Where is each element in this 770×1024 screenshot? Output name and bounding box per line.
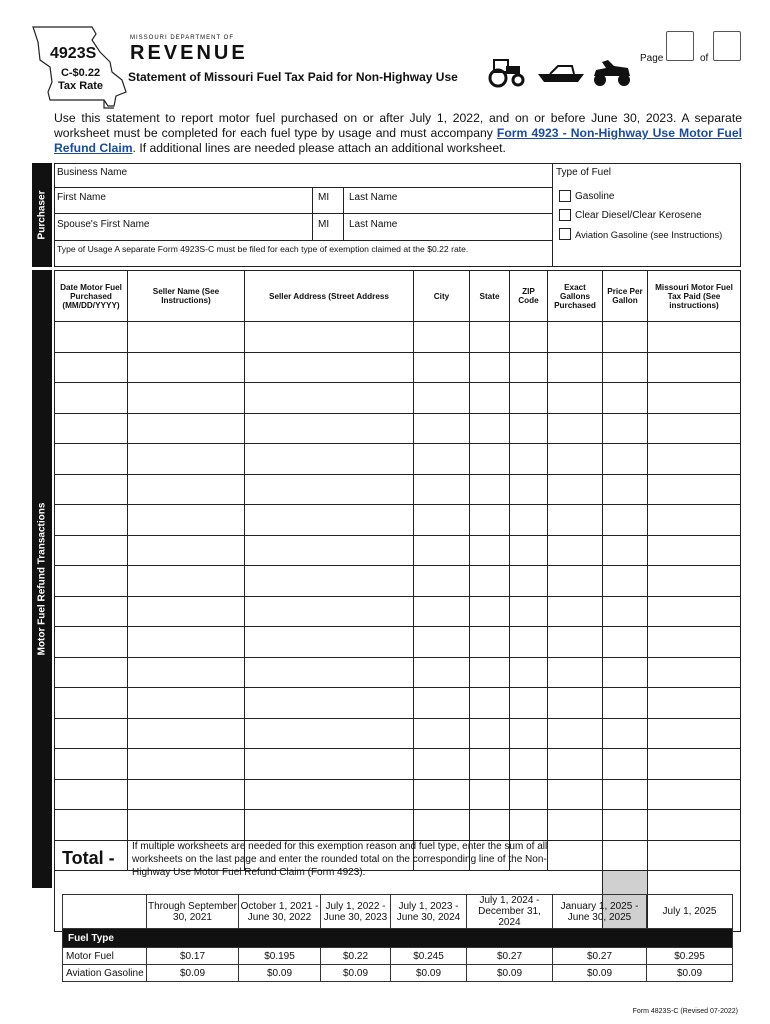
entry-cell[interactable] bbox=[603, 657, 648, 688]
rate-cell: $0.27 bbox=[553, 948, 647, 965]
rate-cell: $0.09 bbox=[647, 965, 733, 982]
rate-row-label: Aviation Gasoline bbox=[63, 965, 147, 982]
entry-cell[interactable] bbox=[55, 596, 128, 627]
entry-cell[interactable] bbox=[648, 627, 741, 658]
entry-cell[interactable] bbox=[128, 779, 245, 810]
entry-cell[interactable] bbox=[245, 779, 414, 810]
entry-cell[interactable] bbox=[414, 383, 470, 414]
entry-cell[interactable] bbox=[55, 413, 128, 444]
entry-cell[interactable] bbox=[548, 596, 603, 627]
entry-cell[interactable] bbox=[510, 383, 548, 414]
entry-cell[interactable] bbox=[414, 535, 470, 566]
intro-text-end: . If additional lines are needed please attach an additional worksheet. bbox=[132, 141, 506, 155]
entry-cell[interactable] bbox=[414, 627, 470, 658]
table-row bbox=[55, 749, 741, 780]
table-row bbox=[55, 688, 741, 719]
rate-line1: C-$0.22 bbox=[60, 67, 101, 79]
entry-cell[interactable] bbox=[414, 810, 470, 841]
entry-cell[interactable] bbox=[548, 749, 603, 780]
entry-cell[interactable] bbox=[414, 779, 470, 810]
entry-cell[interactable] bbox=[510, 413, 548, 444]
entry-cell[interactable] bbox=[128, 566, 245, 597]
entry-cell[interactable] bbox=[603, 352, 648, 383]
entry-cell[interactable] bbox=[55, 322, 128, 353]
table-row bbox=[55, 657, 741, 688]
entry-cell[interactable] bbox=[510, 566, 548, 597]
gasoline-label: Gasoline bbox=[575, 191, 615, 202]
aviation-gasoline-label: Aviation Gasoline (see Instructions) bbox=[575, 229, 723, 240]
gasoline-checkbox[interactable] bbox=[559, 190, 571, 202]
type-of-fuel-label: Type of Fuel bbox=[556, 167, 612, 178]
table-row bbox=[55, 810, 741, 841]
aviation-gasoline-checkbox[interactable] bbox=[559, 228, 571, 240]
spouse-last-name-label: Last Name bbox=[349, 219, 398, 230]
entry-cell[interactable] bbox=[245, 566, 414, 597]
entry-cell[interactable] bbox=[510, 596, 548, 627]
last-name-label: Last Name bbox=[349, 192, 398, 203]
rate-cell: $0.22 bbox=[321, 948, 391, 965]
period-4: July 1, 2023 - June 30, 2024 bbox=[391, 895, 467, 929]
entry-cell[interactable] bbox=[603, 505, 648, 536]
rate-row-aviation-gasoline bbox=[63, 965, 733, 982]
total-label: Total - bbox=[62, 848, 115, 868]
fuel-type-label: Fuel Type bbox=[63, 929, 733, 948]
entry-cell[interactable] bbox=[128, 810, 245, 841]
entry-cell[interactable] bbox=[414, 596, 470, 627]
entry-cell[interactable] bbox=[603, 535, 648, 566]
spouse-first-name-label: Spouse's First Name bbox=[57, 219, 150, 230]
table-row bbox=[55, 383, 741, 414]
entry-cell[interactable] bbox=[548, 383, 603, 414]
entry-cell[interactable] bbox=[548, 688, 603, 719]
entry-cell[interactable] bbox=[510, 352, 548, 383]
entry-cell[interactable] bbox=[603, 566, 648, 597]
entry-cell[interactable] bbox=[470, 688, 510, 719]
total-instructions: If multiple worksheets are needed for this exemption reason and fuel type, enter the sum of all worksheets on the last page and enter the rounded total on the corresponding line of the Non-Highway Use Motor Fuel Refund Claim (Form 4923). bbox=[132, 841, 548, 878]
entry-cell[interactable] bbox=[548, 413, 603, 444]
table-row bbox=[55, 535, 741, 566]
entry-cell[interactable] bbox=[648, 810, 741, 841]
entry-cell[interactable] bbox=[510, 474, 548, 505]
entry-cell[interactable] bbox=[648, 322, 741, 353]
entry-cell[interactable] bbox=[55, 566, 128, 597]
revision-note: Form 4823S-C (Revised 07-2022) bbox=[632, 1008, 738, 1015]
entry-cell[interactable] bbox=[548, 779, 603, 810]
entry-cell[interactable] bbox=[245, 596, 414, 627]
entry-cell[interactable] bbox=[414, 566, 470, 597]
entry-cell[interactable] bbox=[245, 657, 414, 688]
entry-cell[interactable] bbox=[648, 383, 741, 414]
entry-cell[interactable] bbox=[414, 322, 470, 353]
entry-cell[interactable] bbox=[603, 413, 648, 444]
rate-cell: $0.09 bbox=[467, 965, 553, 982]
rate-cell: $0.09 bbox=[391, 965, 467, 982]
entry-cell[interactable] bbox=[128, 718, 245, 749]
entry-cell[interactable] bbox=[548, 657, 603, 688]
entry-cell[interactable] bbox=[548, 322, 603, 353]
entry-cell[interactable] bbox=[55, 779, 128, 810]
col-tax-paid: Missouri Motor Fuel Tax Paid (See instructions) bbox=[648, 271, 741, 322]
entry-cell[interactable] bbox=[548, 810, 603, 841]
of-label: of bbox=[700, 53, 709, 64]
rate-row-motor-fuel bbox=[63, 948, 733, 965]
entry-cell[interactable] bbox=[470, 535, 510, 566]
purchaser-section-label: Purchaser bbox=[32, 163, 52, 267]
entry-cell[interactable] bbox=[548, 840, 603, 871]
entry-cell[interactable] bbox=[128, 444, 245, 475]
entry-cell[interactable] bbox=[470, 383, 510, 414]
entry-cell[interactable] bbox=[245, 718, 414, 749]
entry-cell[interactable] bbox=[510, 657, 548, 688]
entry-cell[interactable] bbox=[55, 535, 128, 566]
entry-cell[interactable] bbox=[648, 688, 741, 719]
page-label: Page bbox=[640, 53, 664, 64]
transactions-table bbox=[54, 270, 741, 932]
entry-cell[interactable] bbox=[470, 718, 510, 749]
entry-cell[interactable] bbox=[648, 718, 741, 749]
table-row bbox=[55, 627, 741, 658]
entry-cell[interactable] bbox=[548, 535, 603, 566]
entry-cell[interactable] bbox=[470, 322, 510, 353]
rate-cell: $0.295 bbox=[647, 948, 733, 965]
tax-rate-table bbox=[62, 894, 733, 982]
entry-cell[interactable] bbox=[470, 779, 510, 810]
entry-cell[interactable] bbox=[55, 688, 128, 719]
entry-cell[interactable] bbox=[648, 566, 741, 597]
tax-rate-label bbox=[58, 67, 103, 93]
period-7: July 1, 2025 bbox=[647, 895, 733, 929]
entry-cell[interactable] bbox=[648, 535, 741, 566]
entry-cell[interactable] bbox=[648, 779, 741, 810]
entry-cell[interactable] bbox=[245, 322, 414, 353]
type-of-usage-label: Type of Usage A separate Form 4923S-C must be filed for each type of exemption claimed at the $0.22 rate. bbox=[57, 244, 469, 254]
entry-cell[interactable] bbox=[55, 627, 128, 658]
rate-row-label: Motor Fuel bbox=[63, 948, 147, 965]
rate-cell: $0.09 bbox=[147, 965, 239, 982]
entry-cell[interactable] bbox=[510, 779, 548, 810]
period-3: July 1, 2022 - June 30, 2023 bbox=[321, 895, 391, 929]
entry-cell[interactable] bbox=[470, 413, 510, 444]
entry-cell[interactable] bbox=[414, 657, 470, 688]
table-row bbox=[55, 779, 741, 810]
entry-cell[interactable] bbox=[548, 444, 603, 475]
period-1: Through September 30, 2021 bbox=[147, 895, 239, 929]
rate-cell: $0.09 bbox=[239, 965, 321, 982]
entry-cell[interactable] bbox=[470, 352, 510, 383]
entry-cell[interactable] bbox=[128, 749, 245, 780]
table-row bbox=[55, 322, 741, 353]
entry-cell[interactable] bbox=[414, 444, 470, 475]
entry-cell[interactable] bbox=[55, 383, 128, 414]
col-seller-name: Seller Name (See Instructions) bbox=[128, 271, 245, 322]
entry-cell[interactable] bbox=[510, 627, 548, 658]
entry-cell[interactable] bbox=[245, 474, 414, 505]
col-price: Price Per Gallon bbox=[603, 271, 648, 322]
entry-cell[interactable] bbox=[414, 474, 470, 505]
col-seller-address: Seller Address (Street Address bbox=[245, 271, 414, 322]
entry-cell[interactable] bbox=[470, 657, 510, 688]
entry-cell[interactable] bbox=[470, 627, 510, 658]
entry-cell[interactable] bbox=[55, 444, 128, 475]
entry-cell[interactable] bbox=[603, 810, 648, 841]
entry-cell[interactable] bbox=[648, 444, 741, 475]
department-name: MISSOURI DEPARTMENT OF bbox=[130, 35, 235, 41]
instructions-paragraph bbox=[54, 111, 742, 156]
entry-cell[interactable] bbox=[245, 383, 414, 414]
fuel-type-header-row bbox=[63, 929, 733, 948]
table-row bbox=[55, 566, 741, 597]
entry-cell[interactable] bbox=[245, 810, 414, 841]
entry-cell[interactable] bbox=[603, 688, 648, 719]
entry-cell[interactable] bbox=[648, 657, 741, 688]
transactions-section-label: Motor Fuel Refund Transactions bbox=[32, 270, 52, 888]
table-row bbox=[55, 505, 741, 536]
entry-cell[interactable] bbox=[55, 749, 128, 780]
entry-cell[interactable] bbox=[648, 840, 741, 871]
rate-cell: $0.245 bbox=[391, 948, 467, 965]
total-pages-field[interactable] bbox=[713, 31, 741, 61]
entry-cell[interactable] bbox=[548, 566, 603, 597]
entry-cell[interactable] bbox=[510, 535, 548, 566]
entry-cell[interactable] bbox=[245, 413, 414, 444]
entry-cell[interactable] bbox=[128, 688, 245, 719]
table-row bbox=[55, 413, 741, 444]
entry-cell[interactable] bbox=[470, 596, 510, 627]
form-title: Statement of Missouri Fuel Tax Paid for Non-Highway Use bbox=[128, 70, 458, 84]
entry-cell[interactable] bbox=[548, 505, 603, 536]
period-2: October 1, 2021 - June 30, 2022 bbox=[239, 895, 321, 929]
table-row bbox=[55, 474, 741, 505]
entry-cell[interactable] bbox=[414, 749, 470, 780]
period-5: July 1, 2024 - December 31, 2024 bbox=[467, 895, 553, 929]
col-date: Date Motor Fuel Purchased (MM/DD/YYYY) bbox=[55, 271, 128, 322]
entry-cell[interactable] bbox=[245, 627, 414, 658]
entry-cell[interactable] bbox=[648, 474, 741, 505]
entry-cell[interactable] bbox=[603, 749, 648, 780]
entry-cell[interactable] bbox=[55, 352, 128, 383]
intro-text: Use this statement to report motor fuel purchased on or after July 1, 2022, and on or before June 30, 2023. A separate worksheet must be completed for each fuel type by usage and must accompany bbox=[54, 111, 742, 140]
col-gallons: Exact Gallons Purchased bbox=[548, 271, 603, 322]
entry-cell[interactable] bbox=[128, 352, 245, 383]
period-6: January 1, 2025 - June 30, 2025 bbox=[553, 895, 647, 929]
business-name-label: Business Name bbox=[57, 167, 128, 178]
entry-cell[interactable] bbox=[603, 322, 648, 353]
entry-cell[interactable] bbox=[470, 505, 510, 536]
entry-cell[interactable] bbox=[510, 749, 548, 780]
entry-cell[interactable] bbox=[245, 688, 414, 719]
rate-cell: $0.195 bbox=[239, 948, 321, 965]
entry-cell[interactable] bbox=[128, 627, 245, 658]
clear-diesel-checkbox[interactable] bbox=[559, 209, 571, 221]
entry-cell[interactable] bbox=[245, 535, 414, 566]
missouri-map-icon bbox=[30, 22, 130, 110]
spouse-mi-label: MI bbox=[318, 219, 330, 230]
entry-cell[interactable] bbox=[470, 444, 510, 475]
entry-cell[interactable] bbox=[128, 383, 245, 414]
entry-cell[interactable] bbox=[648, 749, 741, 780]
department-logo: REVENUE bbox=[130, 42, 248, 64]
rate-cell: $0.09 bbox=[553, 965, 647, 982]
entry-cell[interactable] bbox=[414, 505, 470, 536]
entry-cell[interactable] bbox=[414, 688, 470, 719]
col-state: State bbox=[470, 271, 510, 322]
entry-cell[interactable] bbox=[603, 596, 648, 627]
rate-cell: $0.27 bbox=[467, 948, 553, 965]
entry-cell[interactable] bbox=[510, 718, 548, 749]
entry-cell[interactable] bbox=[548, 627, 603, 658]
entry-cell[interactable] bbox=[414, 413, 470, 444]
entry-cell[interactable] bbox=[128, 413, 245, 444]
entry-cell[interactable] bbox=[55, 474, 128, 505]
table-row bbox=[55, 352, 741, 383]
form-4923-link[interactable]: Form 4923 - Non-Highway Use Motor Fuel Refund Claim bbox=[54, 126, 742, 155]
rate-line2: Tax Rate bbox=[58, 80, 104, 92]
tractor-boat-mower-icon bbox=[488, 54, 634, 88]
entry-cell[interactable] bbox=[245, 444, 414, 475]
entry-cell[interactable] bbox=[603, 627, 648, 658]
page-number-field[interactable] bbox=[666, 31, 694, 61]
mi-label: MI bbox=[318, 192, 330, 203]
entry-cell[interactable] bbox=[648, 352, 741, 383]
entry-cell[interactable] bbox=[470, 749, 510, 780]
first-name-label: First Name bbox=[57, 192, 106, 203]
entry-cell[interactable] bbox=[648, 413, 741, 444]
entry-cell[interactable] bbox=[245, 505, 414, 536]
entry-cell[interactable] bbox=[510, 322, 548, 353]
entry-cell[interactable] bbox=[470, 810, 510, 841]
entry-cell[interactable] bbox=[128, 596, 245, 627]
entry-cell[interactable] bbox=[470, 474, 510, 505]
entry-cell[interactable] bbox=[414, 718, 470, 749]
entry-cell[interactable] bbox=[510, 688, 548, 719]
table-row bbox=[55, 444, 741, 475]
entry-cell[interactable] bbox=[510, 810, 548, 841]
entry-cell[interactable] bbox=[603, 444, 648, 475]
entry-cell[interactable] bbox=[128, 535, 245, 566]
form-number: 4923S bbox=[50, 45, 97, 62]
entry-cell[interactable] bbox=[603, 718, 648, 749]
entry-cell[interactable] bbox=[128, 322, 245, 353]
entry-cell[interactable] bbox=[55, 657, 128, 688]
entry-cell[interactable] bbox=[128, 474, 245, 505]
rate-period-row bbox=[63, 895, 733, 929]
entry-cell[interactable] bbox=[470, 566, 510, 597]
entry-cell[interactable] bbox=[510, 444, 548, 475]
entry-cell[interactable] bbox=[55, 810, 128, 841]
entry-cell[interactable] bbox=[603, 474, 648, 505]
col-city: City bbox=[414, 271, 470, 322]
entry-cell[interactable] bbox=[548, 474, 603, 505]
entry-cell[interactable] bbox=[510, 505, 548, 536]
table-header-row bbox=[55, 271, 741, 322]
col-zip: ZIP Code bbox=[510, 271, 548, 322]
entry-cell[interactable] bbox=[245, 352, 414, 383]
entry-cell[interactable] bbox=[245, 749, 414, 780]
entry-cell[interactable] bbox=[548, 718, 603, 749]
table-row bbox=[55, 718, 741, 749]
entry-cell[interactable] bbox=[55, 718, 128, 749]
entry-cell[interactable] bbox=[648, 505, 741, 536]
rate-cell: $0.09 bbox=[321, 965, 391, 982]
table-row bbox=[55, 596, 741, 627]
entry-cell[interactable] bbox=[548, 352, 603, 383]
entry-cell[interactable] bbox=[603, 840, 648, 871]
entry-cell[interactable] bbox=[55, 505, 128, 536]
entry-cell[interactable] bbox=[128, 505, 245, 536]
entry-cell[interactable] bbox=[128, 657, 245, 688]
entry-cell[interactable] bbox=[603, 779, 648, 810]
entry-cell[interactable] bbox=[414, 352, 470, 383]
rate-cell: $0.17 bbox=[147, 948, 239, 965]
clear-diesel-label: Clear Diesel/Clear Kerosene bbox=[575, 210, 702, 221]
entry-cell[interactable] bbox=[603, 383, 648, 414]
entry-cell[interactable] bbox=[648, 596, 741, 627]
